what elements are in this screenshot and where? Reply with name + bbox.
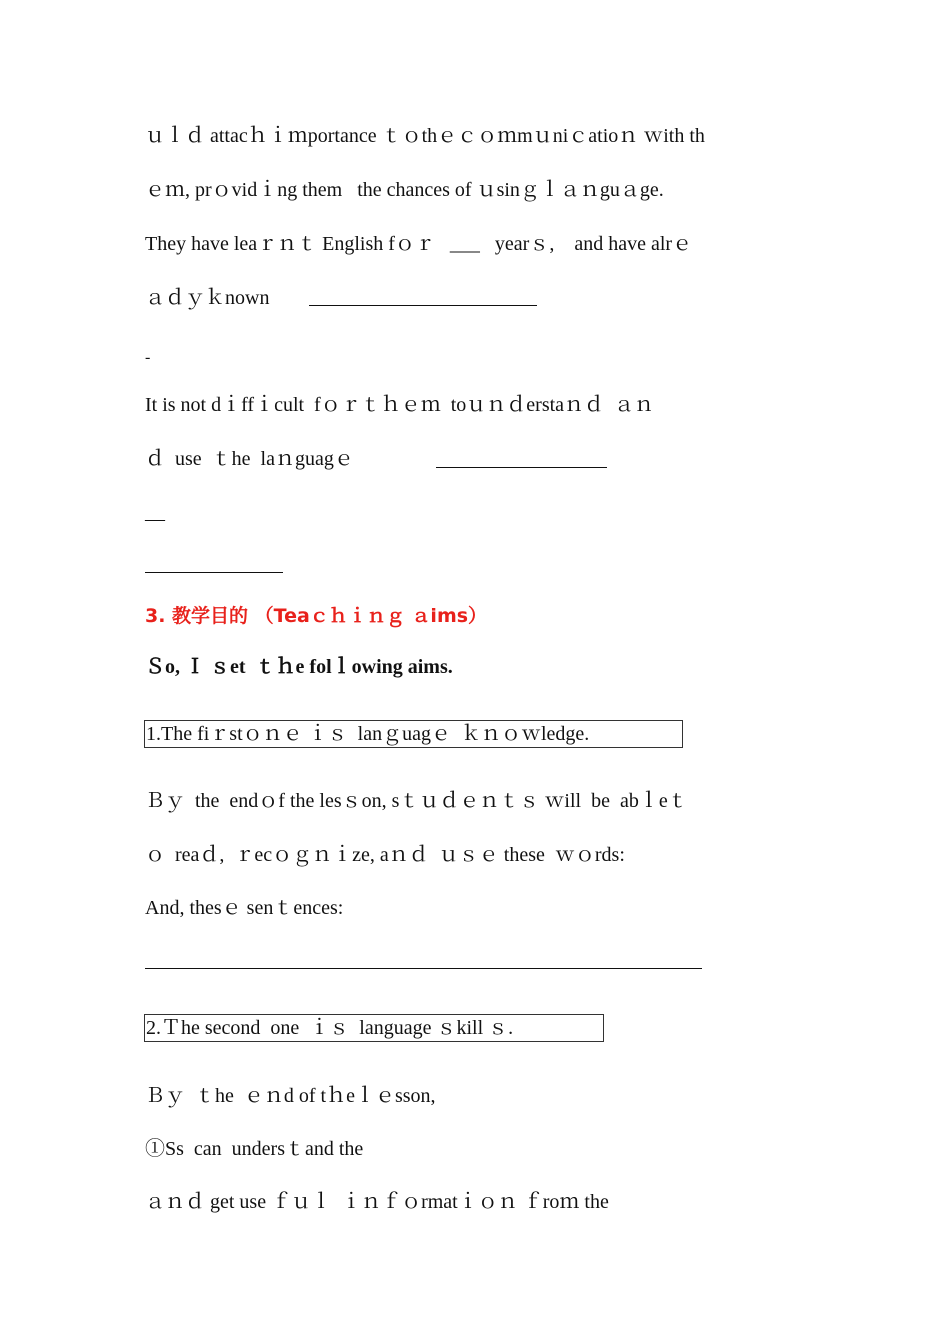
fill-in-blank-line — [145, 572, 283, 573]
paragraph-line: ｕｌｄ attacｈｉｍportance ｔｏthｅｃｏｍmｕniｃatioｎ ｗith th — [145, 125, 705, 147]
paragraph-line: Ｂｙ ｔhe ｅｎd of tｈeｌｅsson, — [145, 1085, 436, 1107]
paragraph-line: — — [145, 508, 165, 530]
paragraph-line: It is not dｉffｉcult fｏｒｔｈｅｍ toｕｎｄerstaｎｄ ａｎ — [145, 394, 655, 416]
paragraph-line: ａｄｙｋnown — [145, 287, 290, 309]
fill-in-blank-line — [436, 467, 607, 468]
paragraph-line: They have leaｒｎｔ English fｏｒ ___ yearｓ, and have alrｅ — [145, 233, 693, 255]
fill-in-blank-line — [309, 305, 537, 306]
paragraph-line: ｏ reaｄ, ｒecｏｇｎｉze, aｎｄ ｕｓｅ these ｗｏrds: — [145, 844, 625, 866]
paragraph-line: ①Ss can undersｔand the — [145, 1138, 364, 1160]
aim-1-title: 1.The fiｒstｏｎｅ ｉｓ lanｇuagｅ ｋｎｏｗledge. — [146, 723, 590, 745]
section-heading: 3. 教学目的 （Teaｃｈｉｎｇ ａims） — [145, 605, 488, 627]
paragraph-line: And, thesｅ senｔences: — [145, 897, 344, 919]
aim-2-title: 2.Ｔhe second one ｉｓ language ｓkill ｓ. — [146, 1017, 514, 1039]
fill-in-blank-line — [145, 968, 702, 969]
paragraph-line: ｅｍ, prｏvidｉng them the chances of ｕsinｇｌａｎguａge. — [145, 179, 664, 201]
section-intro: Ｓo, Ｉ ｓet ｔｈe folｌowing aims. — [145, 656, 453, 678]
paragraph-line: ｄ use ｔhe laｎguagｅ — [145, 448, 354, 470]
stray-dash: - — [145, 349, 151, 366]
paragraph-line: Ｂｙ the endｏf the lesｓon, sｔｕｄｅｎｔｓ ｗill be abｌeｔ — [145, 790, 688, 812]
paragraph-line: ａｎｄ get use ｆｕｌ ｉｎｆｏrmatｉｏｎ ｆroｍ the — [145, 1191, 609, 1213]
aim-1-title-box — [144, 720, 683, 748]
aim-2-title-box — [144, 1014, 604, 1042]
